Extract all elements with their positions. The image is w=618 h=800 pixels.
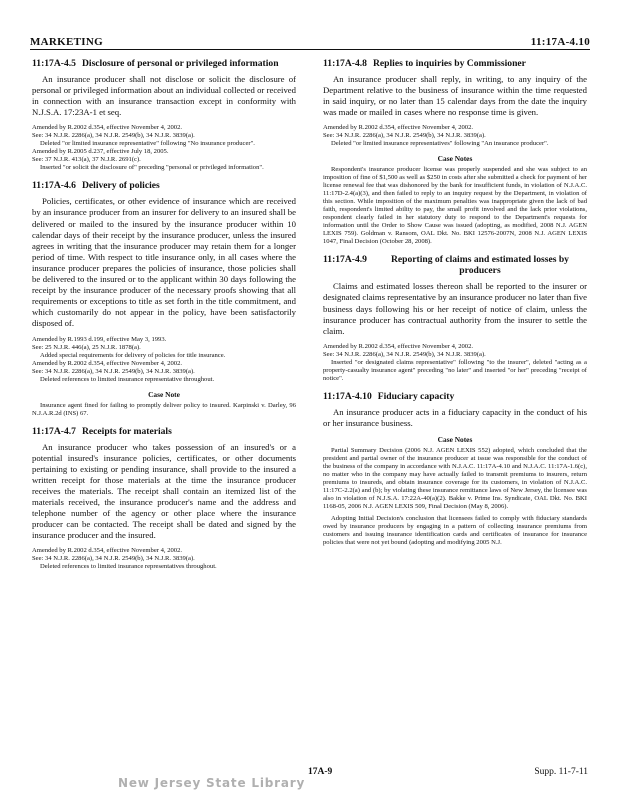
history-notes	[32, 547, 296, 571]
history-line: See: 25 N.J.R. 446(a), 25 N.J.R. 1878(a).	[32, 343, 141, 351]
history-line: Inserted "or designated claims representative" following "to the insurer", deleted "acting as a property-casualty insurance agent" preceding "no later" and inserted "or her" preceding "receipt of notice".	[323, 358, 587, 382]
section-title: Replies to inquiries by Commissioner	[372, 58, 526, 69]
rule-paragraph: Policies, certificates, or other evidence of insurance which are received by an insurance producer from an insurer for delivery to an insured shall be delivered or mailed to the insured by the insurance producer within 10 calendar days of their receipt by the insurance producer, unless the insured agrees in writing that the insurance producer may retain them for a longer period of time. With respect to title insurance only, in all cases where the insurance producer prepares the policies of insurance, those policies shall be delivered to the insured or to the applicant within 30 days following the receipt by the insurance producer of the necessary proofs showing that all requirements or exceptions to title as set forth in the title commitment, and which customarily do not appear in the policy, have been satisfactorily disposed of.	[32, 196, 296, 329]
history-line: Amended by R.2002 d.354, effective November 4, 2002.	[323, 124, 474, 132]
case-note: Adopting Initial Decision's conclusion that licensees failed to comply with fiduciary standards owed by insurance producers by engaging in a pattern of collecting insurance premiums from customers and issuing insurance identification cards and certificates of insurance for insurance policies that were not yet bound (adopting and modifying 2005 N.J.	[323, 515, 587, 547]
section-11-17a-4-6	[32, 180, 296, 417]
history-line: Amended by R.2002 d.354, effective November 4, 2002.	[323, 342, 474, 350]
section-11-17a-4-5	[32, 58, 296, 172]
section-title: Delivery of policies	[81, 180, 160, 192]
section-heading	[32, 180, 296, 191]
section-heading	[32, 426, 296, 437]
history-line: Amended by R.2005 d.237, effective July 18, 2005.	[32, 148, 169, 156]
history-line: Deleted references to limited insurance representative throughout.	[40, 375, 215, 383]
case-note: Respondent's insurance producer license was properly suspended and she was subject to an imposition of fine of $1,500 as well as $250 in costs after she submitted a check for payment of her license renewal fee that was dishonored by the bank for insufficient funds, in violation of N.J.A.C. 11:17D-2.4(a)(3), and then failed to reply to an inquiry request by the Department, in violation of this section. While imposition of the maximum penalties was inappropriate given the lack of bad faith, respondent's limited ability to pay, the small profit involved and the lack prior violations, respondent clearly failed in her statutory duty to respond to the Department's requests for information until the Order to Show Cause was issued (adopting, as modified, 2008 N.J. AGEN LEXIS 759). Goldman v. Ransom, OAL Dkt. No. BKI 12576-2007N, 2008 N.J. AGEN LEXIS 1047, Final Decision (October 28, 2008).	[323, 166, 587, 246]
history-line: See: 34 N.J.R. 2286(a), 34 N.J.R. 2549(b), 34 N.J.R. 3839(a).	[32, 132, 195, 140]
history-line: See: 34 N.J.R. 2286(a), 34 N.J.R. 2549(b), 34 N.J.R. 3839(a).	[323, 350, 486, 358]
section-heading	[323, 254, 587, 276]
history-notes	[32, 336, 296, 384]
section-heading	[32, 58, 296, 69]
case-note: Insurance agent fined for failing to promptly deliver policy to insured. Karpinski v. Darley, 96 N.J.A.R.2d (INS) 67.	[32, 401, 296, 417]
history-line: See: 34 N.J.R. 2286(a), 34 N.J.R. 2549(b), 34 N.J.R. 3839(a).	[32, 367, 195, 375]
history-line: Inserted "or solicit the disclosure of" preceding "personal or privileged information".	[40, 164, 264, 172]
history-line: Amended by R.2002 d.354, effective November 4, 2002.	[32, 547, 183, 555]
history-notes	[323, 124, 587, 148]
history-line: See: 37 N.J.R. 413(a), 37 N.J.R. 2691(c).	[32, 156, 141, 164]
left-column	[32, 58, 296, 758]
history-line: See: 34 N.J.R. 2286(a), 34 N.J.R. 2549(b), 34 N.J.R. 3839(a).	[323, 132, 486, 140]
section-title: Receipts for materials	[81, 425, 172, 437]
page-footer	[0, 762, 618, 792]
section-number: 11:17A-4.8	[323, 58, 367, 69]
header-left-title: MARKETING	[30, 36, 103, 48]
section-title: Reporting of claims and estimated losses by producers	[390, 254, 569, 277]
section-heading	[323, 391, 587, 402]
case-notes-heading: Case Note	[148, 389, 180, 399]
history-notes	[32, 124, 296, 172]
case-notes-heading: Case Notes	[437, 435, 473, 445]
history-line: Deleted "or limited insurance representatives" following "An insurance producer".	[331, 140, 549, 148]
history-line: See: 34 N.J.R. 2286(a), 34 N.J.R. 2549(b), 34 N.J.R. 3839(a).	[32, 555, 195, 563]
rule-paragraph: An insurance producer acts in a fiduciary capacity in the conduct of his or her insurance business.	[323, 406, 587, 428]
case-note: Partial Summary Decision (2006 N.J. AGEN LEXIS 552) adopted, which concluded that the president and partial owner of the insurance producer at issue was responsible for the conduct of the business of the company in accordance with N.J.A.C. 11:17A-4.10 and N.J.A.C. 11:17A-1.6(c), no matter who in the company may have actually failed to transmit premiums to insurers, return premiums to insureds, and obtain insurance coverage for its customers, in violation of N.J.A.C. 11:17C-2.2(a) and (b); by violating these insurance remittance laws of New Jersey, the licensee was also in violation of N.J.S.A. 17:22A-40(a)(2). Bakke v. Prime Ins. Syndicate, OAL Dkt. No. BKI 1168-05, 2006 N.J. AGEN LEXIS 509, Final Decision (May 8, 2006).	[323, 447, 587, 511]
history-line: Added special requirements for delivery of policies for title insurance.	[40, 351, 226, 359]
section-number: 11:17A-4.5	[32, 58, 76, 69]
history-line: Deleted "or limited insurance representative" following "No insurance producer".	[40, 140, 255, 148]
section-11-17a-4-7	[32, 426, 296, 572]
header-rule	[30, 49, 590, 50]
section-number: 11:17A-4.9	[323, 254, 367, 266]
header-right-section: 11:17A-4.10	[530, 36, 590, 48]
history-line: Deleted references to limited insurance representatives throughout.	[40, 563, 217, 571]
section-11-17a-4-9	[323, 254, 587, 382]
history-line: Amended by R.1993 d.199, effective May 3, 1993.	[32, 335, 167, 343]
section-number: 11:17A-4.7	[32, 425, 76, 437]
rule-paragraph: An insurance producer who takes possession of an insured's or a potential insured's insurance policies, certificates, or other documents pertaining to existing or pending insurance, shall provide to the insured a written receipt for those materials at the time the insurance producer receives the materials. The receipt shall contain an itemized list of the materials received, the insurance producer's name and the address and telephone number of the agency or other place where the insurance producer can be contacted. The receipt shall be dated and signed by the insurance producer and the insured.	[32, 441, 296, 541]
right-column	[323, 58, 587, 758]
rule-paragraph: An insurance producer shall not disclose or solicit the disclosure of personal or privileged information about an individual collected or received in connection with an insurance transaction except in conformity with N.J.S.A. 17:23A-1 et seq.	[32, 74, 296, 118]
history-line: Amended by R.2002 d.354, effective November 4, 2002.	[32, 124, 183, 132]
case-notes-heading: Case Notes	[437, 154, 473, 164]
page-number: 17A-9	[308, 767, 333, 777]
section-title: Fiduciary capacity	[377, 390, 455, 402]
section-11-17a-4-8	[323, 58, 587, 246]
supplement-date: Supp. 11-7-11	[534, 767, 588, 777]
section-title: Disclosure of personal or privileged information	[81, 58, 279, 69]
section-number: 11:17A-4.10	[323, 390, 372, 402]
rule-paragraph: An insurance producer shall reply, in writing, to any inquiry of the Department relative to the business of insurance within the time requested in said inquiry, or no later than 15 calendar days from the date the inquiry was made or mailed in cases where no response time is given.	[323, 74, 587, 118]
library-watermark: New Jersey State Library	[118, 776, 306, 790]
section-heading	[323, 58, 587, 69]
running-header	[30, 28, 590, 48]
history-notes	[323, 343, 587, 383]
rule-paragraph: Claims and estimated losses thereon shall be reported to the insurer or designated claims representative by an insurance producer no later than five business days following his or her receipt of notice of claim, unless the insurance producer has contractual authority from the insurer to settle the claim.	[323, 281, 587, 336]
section-number: 11:17A-4.6	[32, 180, 76, 192]
history-line: Amended by R.2002 d.354, effective November 4, 2002.	[32, 359, 183, 367]
section-11-17a-4-10	[323, 391, 587, 547]
